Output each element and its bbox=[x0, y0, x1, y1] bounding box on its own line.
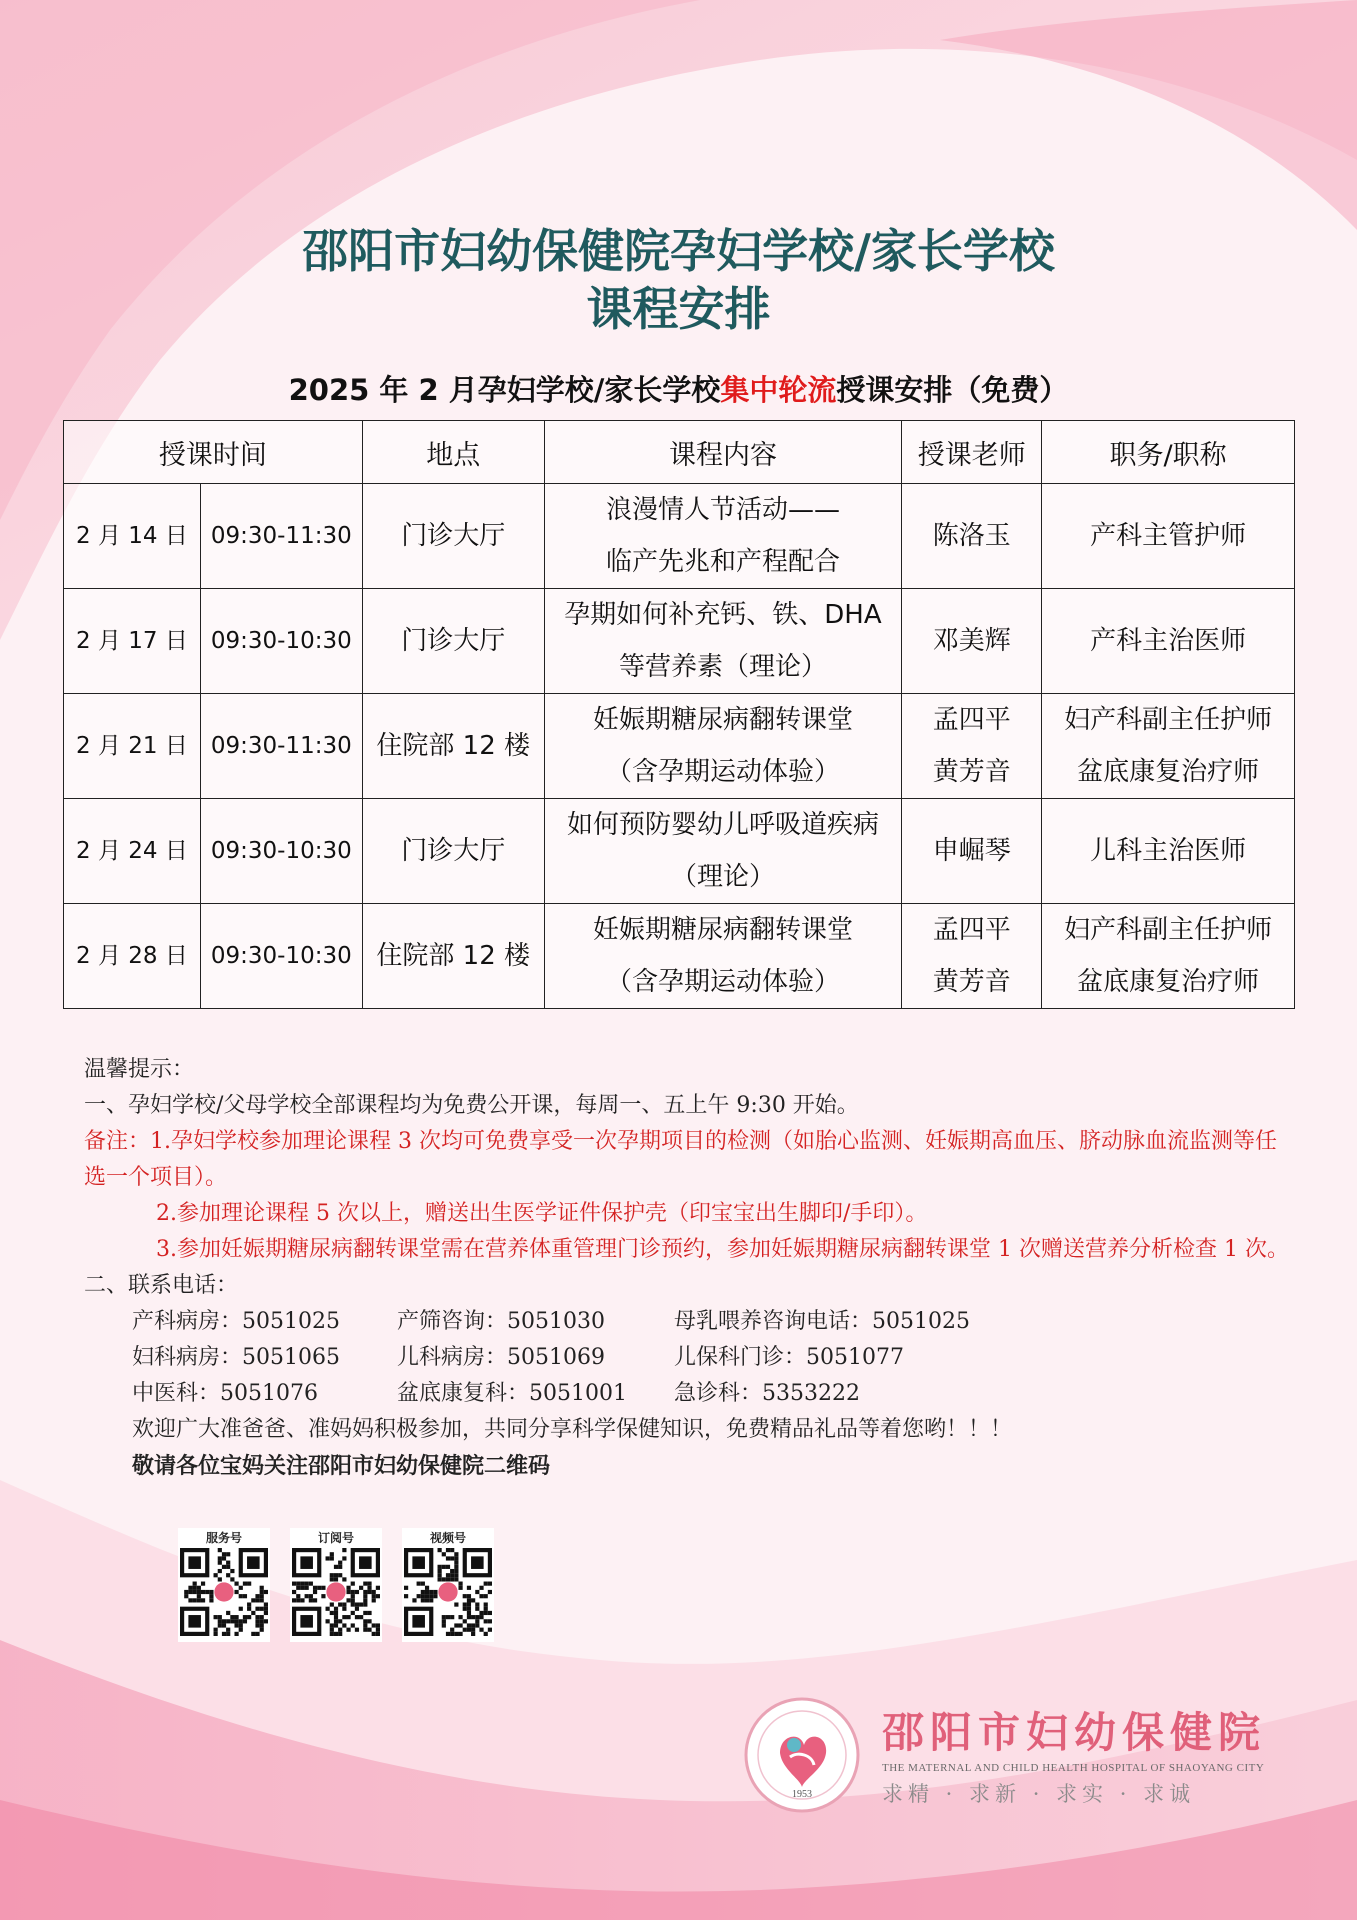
position-cell: 产科主治医师 bbox=[1042, 589, 1295, 694]
phone-entry: 盆底康复科：5051001 bbox=[397, 1381, 627, 1406]
course-line: （含孕期运动体验） bbox=[605, 967, 840, 997]
teacher-name: 孟四平 bbox=[932, 915, 1011, 945]
hospital-logo-icon bbox=[742, 1695, 862, 1815]
hospital-logo-text bbox=[882, 1700, 1266, 1808]
phone-entry: 妇科病房：5051065 bbox=[132, 1345, 340, 1370]
date-cell: 2 月 24 日 bbox=[64, 799, 201, 904]
teacher-name: 孟四平 bbox=[932, 705, 1011, 735]
qr-code-group bbox=[178, 1528, 494, 1642]
qr-label: 订阅号 bbox=[317, 1531, 354, 1545]
schedule-subtitle bbox=[0, 368, 1357, 409]
remark-2: 2.参加理论课程 5 次以上，赠送出生医学证件保护壳（印宝宝出生脚印/手印）。 bbox=[156, 1201, 928, 1226]
phone-row bbox=[84, 1376, 1294, 1412]
welcome-text: 欢迎广大准爸爸、准妈妈积极参加，共同分享科学保健知识，免费精品礼品等着您哟！！！ bbox=[132, 1417, 1013, 1442]
teacher-name: 黄芳音 bbox=[932, 967, 1011, 997]
teacher-cell: 申崛琴 bbox=[902, 799, 1042, 904]
table-row bbox=[64, 694, 1295, 799]
place-cell: 住院部 12 楼 bbox=[362, 694, 544, 799]
subtitle-text: 2025 年 2 月孕妇学校/家长学校 bbox=[288, 373, 721, 407]
course-cell bbox=[544, 694, 902, 799]
qr-code-icon bbox=[404, 1548, 492, 1636]
table-row bbox=[64, 799, 1295, 904]
course-line: （含孕期运动体验） bbox=[605, 757, 840, 787]
table-row bbox=[64, 589, 1295, 694]
phone-row bbox=[84, 1340, 1294, 1376]
course-line: 孕期如何补充钙、铁、DHA bbox=[564, 600, 882, 630]
teacher-cell bbox=[902, 694, 1042, 799]
phone-entry: 母乳喂养咨询电话：5051025 bbox=[674, 1309, 970, 1334]
time-cell: 09:30-11:30 bbox=[200, 484, 362, 589]
qr-label: 服务号 bbox=[205, 1531, 242, 1545]
course-line: （理论） bbox=[670, 862, 775, 892]
column-header: 地点 bbox=[362, 421, 544, 484]
course-cell bbox=[544, 589, 902, 694]
phone-entry: 产筛咨询：5051030 bbox=[397, 1309, 605, 1334]
qr-code-service[interactable] bbox=[178, 1528, 270, 1642]
teacher-cell: 邓美辉 bbox=[902, 589, 1042, 694]
course-line: 如何预防婴幼儿呼吸道疾病 bbox=[566, 810, 879, 840]
qr-code-icon bbox=[292, 1548, 380, 1636]
phone-entry: 急诊科：5353222 bbox=[674, 1381, 860, 1406]
place-cell: 门诊大厅 bbox=[362, 484, 544, 589]
course-cell bbox=[544, 904, 902, 1009]
phone-row bbox=[84, 1304, 1294, 1340]
page-title-line2: 课程安排 bbox=[586, 282, 771, 336]
position-line: 妇产科副主任护师 bbox=[1064, 705, 1273, 735]
notes-section bbox=[84, 1052, 1294, 1484]
course-cell bbox=[544, 799, 902, 904]
table-header-row bbox=[64, 421, 1295, 484]
hospital-name-cn: 邵阳市妇幼保健院 bbox=[882, 1708, 1267, 1757]
notes-item-2: 二、联系电话： bbox=[84, 1273, 239, 1298]
date-cell: 2 月 21 日 bbox=[64, 694, 201, 799]
course-line: 等营养素（理论） bbox=[618, 652, 827, 682]
time-cell: 09:30-10:30 bbox=[200, 589, 362, 694]
position-cell bbox=[1042, 694, 1295, 799]
position-line: 盆底康复治疗师 bbox=[1077, 967, 1260, 997]
place-cell: 门诊大厅 bbox=[362, 589, 544, 694]
phone-entry: 中医科：5051076 bbox=[132, 1381, 318, 1406]
hospital-name-en: THE MATERNAL AND CHILD HEALTH HOSPITAL OF SHAOYANG CITY bbox=[882, 1762, 1265, 1774]
date-cell: 2 月 14 日 bbox=[64, 484, 201, 589]
column-header: 职务/职称 bbox=[1042, 421, 1295, 484]
table-row bbox=[64, 904, 1295, 1009]
time-cell: 09:30-11:30 bbox=[200, 694, 362, 799]
logo-year: 1953 bbox=[792, 1789, 812, 1800]
column-header: 授课老师 bbox=[902, 421, 1042, 484]
qr-code-video[interactable] bbox=[402, 1528, 494, 1642]
date-cell: 2 月 17 日 bbox=[64, 589, 201, 694]
teacher-cell: 陈洛玉 bbox=[902, 484, 1042, 589]
course-line: 妊娠期糖尿病翻转课堂 bbox=[592, 915, 853, 945]
position-cell bbox=[1042, 904, 1295, 1009]
remark-1: 备注：1.孕妇学校参加理论课程 3 次均可免费享受一次孕期项目的检测（如胎心监测、妊娠期高血压、脐动脉血流监测等任选一个项目）。 bbox=[84, 1129, 1277, 1190]
remark-3: 3.参加妊娠期糖尿病翻转课堂需在营养体重管理门诊预约，参加妊娠期糖尿病翻转课堂 1 次赠送营养分析检查 1 次。 bbox=[156, 1237, 1289, 1262]
course-line: 临产先兆和产程配合 bbox=[605, 547, 840, 577]
course-cell bbox=[544, 484, 902, 589]
teacher-cell bbox=[902, 904, 1042, 1009]
position-cell: 产科主管护师 bbox=[1042, 484, 1295, 589]
column-header: 授课时间 bbox=[64, 421, 363, 484]
phone-entry: 产科病房：5051025 bbox=[132, 1309, 340, 1334]
time-cell: 09:30-10:30 bbox=[200, 904, 362, 1009]
qr-code-icon bbox=[180, 1548, 268, 1636]
page-title: 邵阳市妇幼保健院孕妇学校/家长学校 bbox=[302, 224, 1055, 278]
table-row bbox=[64, 484, 1295, 589]
qr-label: 视频号 bbox=[429, 1531, 466, 1545]
position-cell: 儿科主治医师 bbox=[1042, 799, 1295, 904]
phone-entry: 儿科病房：5051069 bbox=[397, 1345, 605, 1370]
qr-prompt: 敬请各位宝妈关注邵阳市妇幼保健院二维码 bbox=[132, 1453, 551, 1479]
notes-item-1: 一、孕妇学校/父母学校全部课程均为免费公开课，每周一、五上午 9:30 开始。 bbox=[84, 1093, 859, 1118]
time-cell: 09:30-10:30 bbox=[200, 799, 362, 904]
teacher-name: 黄芳音 bbox=[932, 757, 1011, 787]
course-line: 妊娠期糖尿病翻转课堂 bbox=[592, 705, 853, 735]
phone-entry: 儿保科门诊：5051077 bbox=[674, 1345, 904, 1370]
place-cell: 住院部 12 楼 bbox=[362, 904, 544, 1009]
place-cell: 门诊大厅 bbox=[362, 799, 544, 904]
column-header: 课程内容 bbox=[544, 421, 902, 484]
position-line: 盆底康复治疗师 bbox=[1077, 757, 1260, 787]
subtitle-text-end: 授课安排（免费） bbox=[836, 373, 1069, 407]
course-line: 浪漫情人节活动—— bbox=[605, 495, 840, 525]
schedule-table bbox=[63, 420, 1295, 1009]
date-cell: 2 月 28 日 bbox=[64, 904, 201, 1009]
hospital-motto: 求精 · 求新 · 求实 · 求诚 bbox=[882, 1782, 1196, 1806]
position-line: 妇产科副主任护师 bbox=[1064, 915, 1273, 945]
notes-heading: 温馨提示： bbox=[84, 1057, 195, 1082]
subtitle-highlight: 集中轮流 bbox=[720, 373, 837, 407]
qr-code-subscription[interactable] bbox=[290, 1528, 382, 1642]
